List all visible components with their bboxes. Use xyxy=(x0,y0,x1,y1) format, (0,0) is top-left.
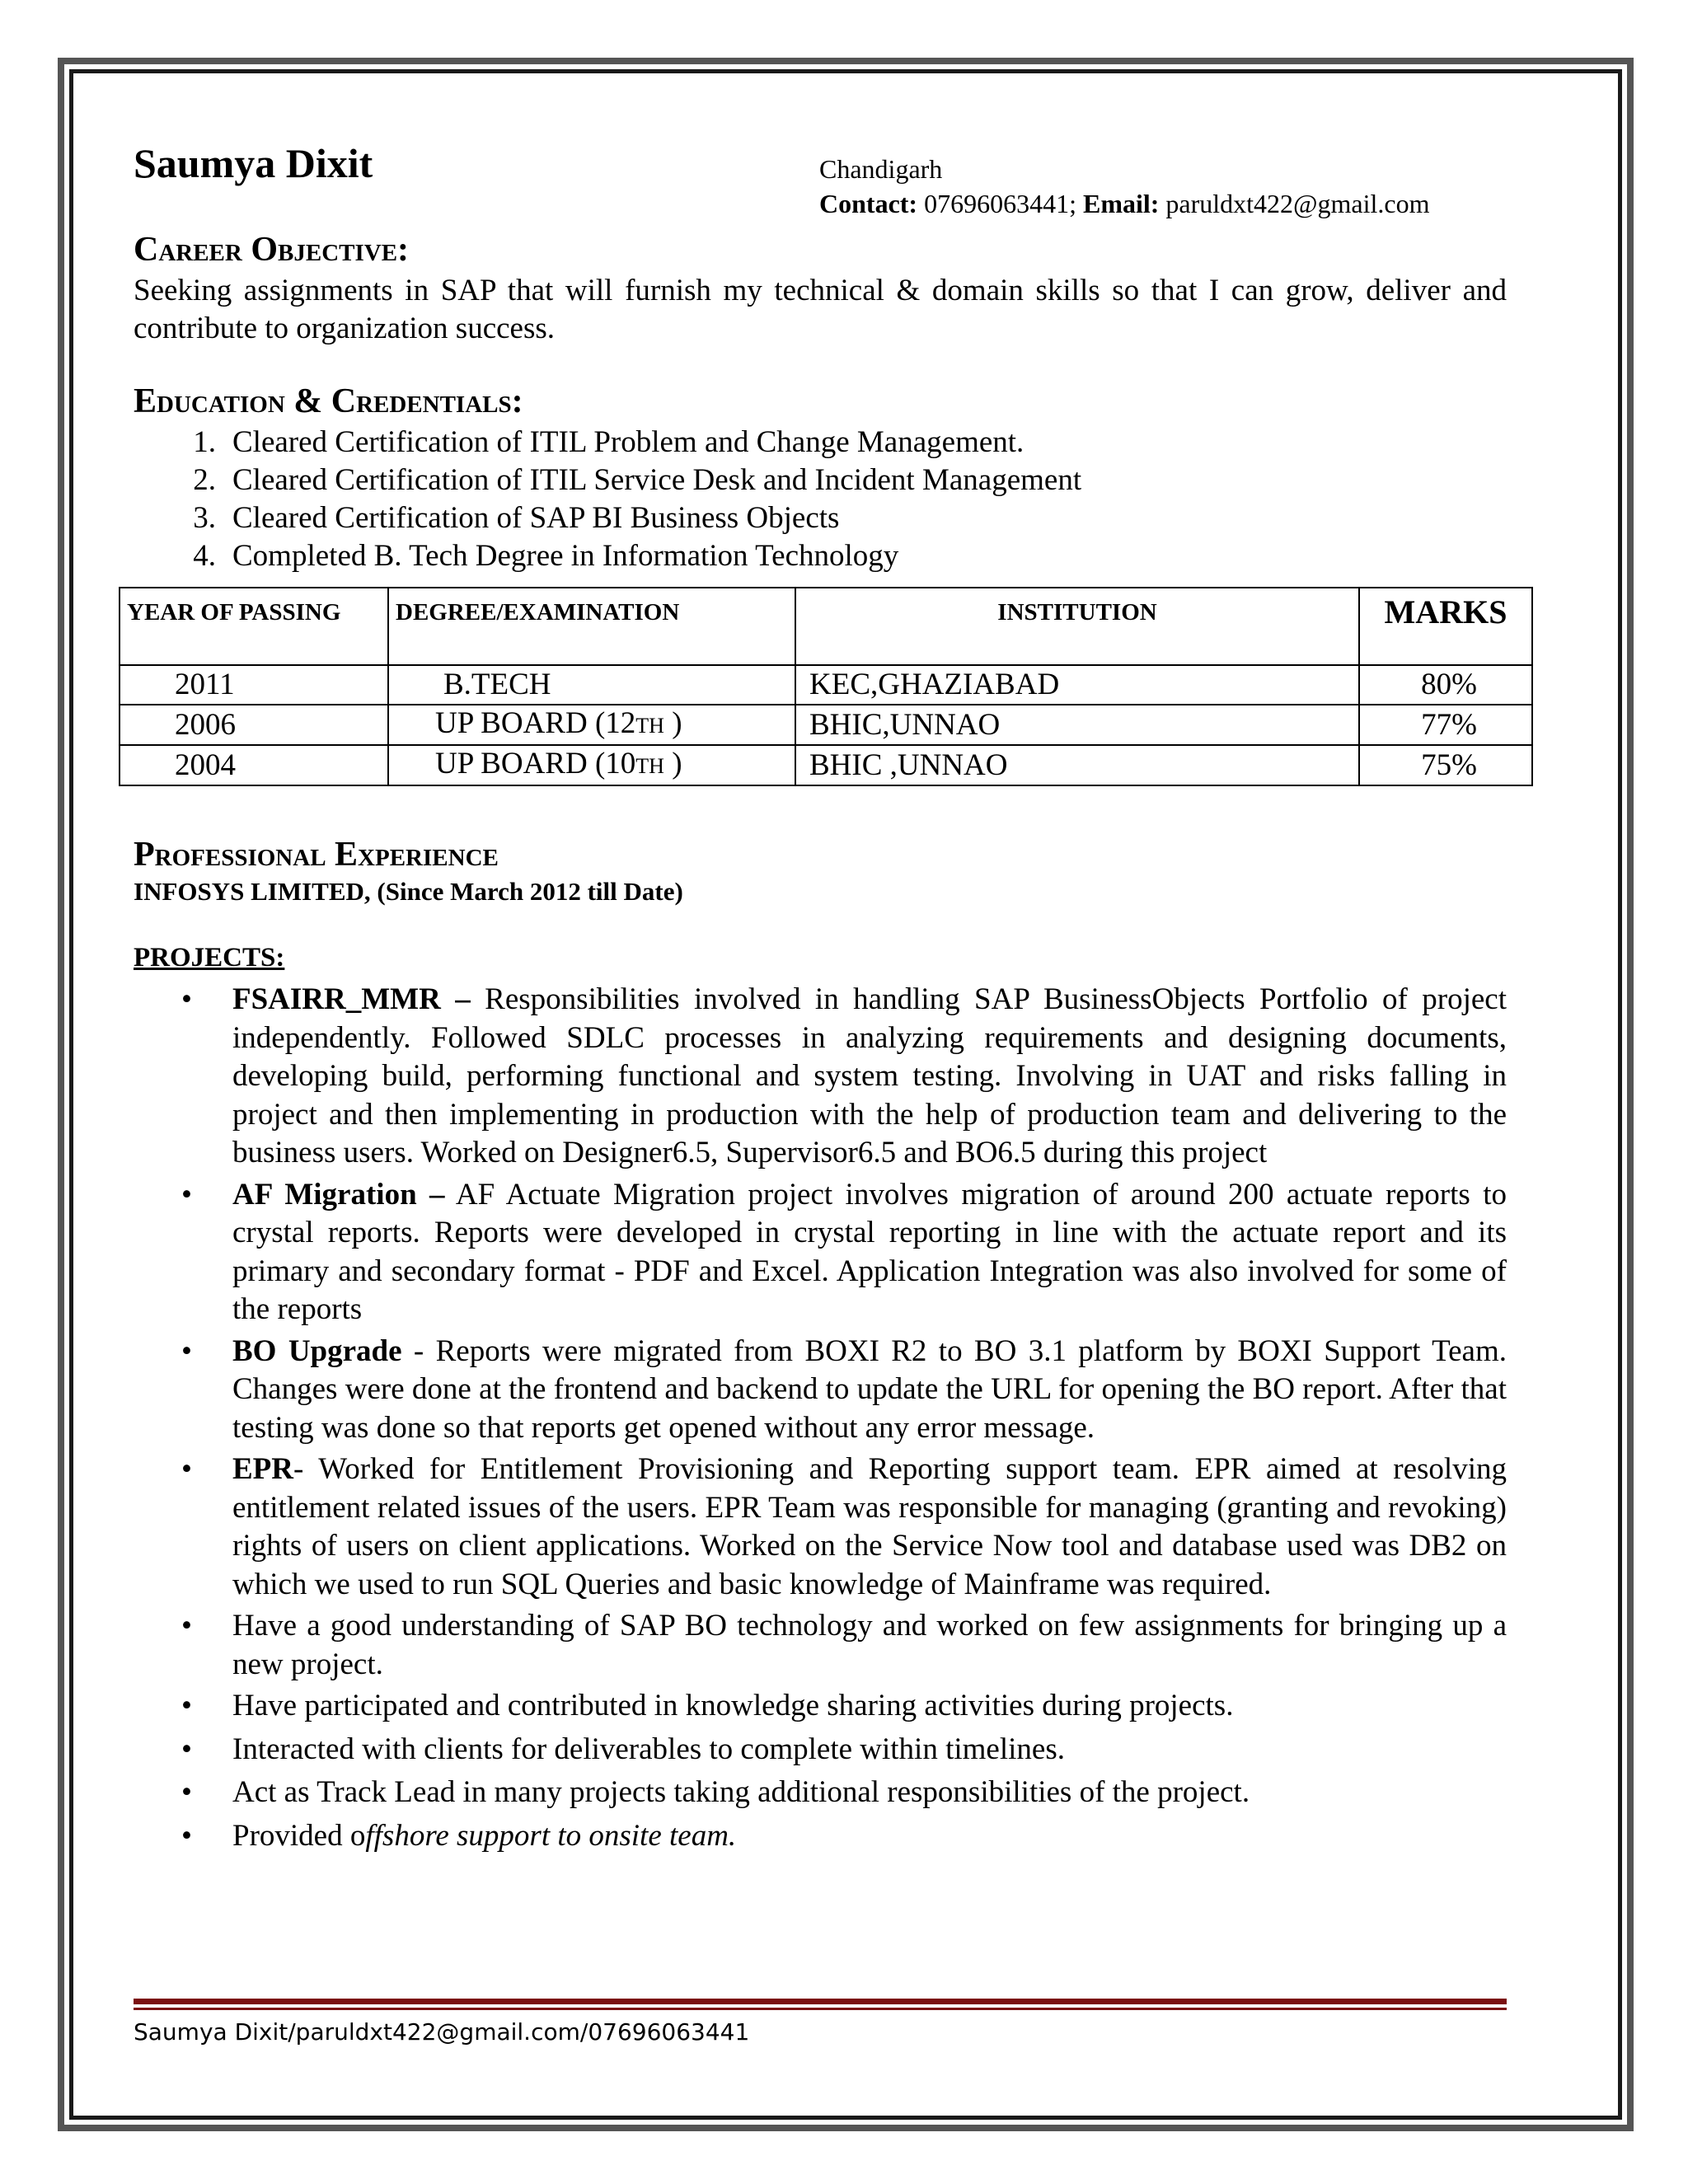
list-item: 1. Cleared Certification of ITIL Problem and Change Management. xyxy=(193,425,1025,459)
list-item: • BO Upgrade - Reports were migrated from BOXI R2 to BO 3.1 platform by BOXI Support Team. Changes were done at the frontend and backend to update the URL for opening the BO report. After that testing was done so that reports get opened without any error message. xyxy=(181,1333,1507,1445)
col-header-year: YEAR OF PASSING xyxy=(120,588,388,665)
footer-rule-thin xyxy=(134,2008,1507,2010)
contact-label: Contact: xyxy=(819,189,918,218)
contact-line xyxy=(819,188,1429,219)
list-item: 2. Cleared Certification of ITIL Service Desk and Incident Management xyxy=(193,463,1082,497)
footer-text: Saumya Dixit/paruldxt422@gmail.com/07696063441 xyxy=(134,2018,750,2046)
table-row: 2004 UP BOARD (10TH ) BHIC ,UNNAO 75% xyxy=(120,745,1532,785)
table-header-row xyxy=(120,588,1532,665)
col-header-degree: DEGREE/EXAMINATION xyxy=(388,588,795,665)
bullet-icon: • xyxy=(181,1689,192,1722)
bullet-icon: • xyxy=(181,982,192,1016)
list-item: • Interacted with clients for deliverables to complete within timelines. xyxy=(134,1731,1507,1769)
company-line: INFOSYS LIMITED, (Since March 2012 till Date) xyxy=(134,877,683,906)
career-objective-text: Seeking assignments in SAP that will furnish my technical & domain skills so that I can grow, deliver and contribute to organization success. xyxy=(134,274,1507,345)
contact-phone: 07696063441; xyxy=(917,189,1083,218)
list-item: • FSAIRR_MMR – Responsibilities involved in handling SAP BusinessObjects Portfolio of project independently. Followed SDLC processes in analyzing requirements and designing documents, developing build, performing functional and system testing. Involving in UAT and risks falling in project and then implementing in production with the help of production team and delivering to the business users. Worked on Designer6.5, Supervisor6.5 and BO6.5 during this project xyxy=(181,982,1507,1169)
education-table xyxy=(119,587,1533,786)
bullet-icon: • xyxy=(181,1775,192,1809)
list-item: • AF Migration – AF Actuate Migration project involves migration of around 200 actuate reports to crystal reports. Reports were developed in crystal reporting in line with the actuate report and its primary and secondary format - PDF and Excel. Application Integration was also involved for some of the reports xyxy=(181,1177,1507,1326)
bullet-icon: • xyxy=(181,1609,192,1643)
email-label: Email: xyxy=(1082,189,1160,218)
footer-rule xyxy=(134,1999,1507,2004)
career-objective-heading: Career Objective: xyxy=(134,231,410,269)
bullet-icon: • xyxy=(181,1177,192,1212)
candidate-name: Saumya Dixit xyxy=(134,140,373,186)
contact-email: paruldxt422@gmail.com xyxy=(1159,189,1430,218)
education-heading: Education & Credentials: xyxy=(134,382,523,420)
list-item: • Provided offshore support to onsite team. xyxy=(134,1817,1507,1856)
list-item: • Have participated and contributed in knowledge sharing activities during projects. xyxy=(134,1687,1507,1726)
experience-heading: Professional Experience xyxy=(134,836,499,874)
bullet-icon: • xyxy=(181,1452,192,1486)
list-item: • Have a good understanding of SAP BO technology and worked on few assignments for bringing up a new project. xyxy=(181,1609,1507,1681)
projects-heading: PROJECTS: xyxy=(134,943,285,972)
list-item: • Act as Track Lead in many projects taking additional responsibilities of the project. xyxy=(134,1774,1507,1812)
list-item: 3. Cleared Certification of SAP BI Business Objects xyxy=(193,501,840,535)
projects-list xyxy=(134,981,1507,1860)
table-row: 2011 B.TECH KEC,GHAZIABAD 80% xyxy=(120,665,1532,705)
col-header-marks: MARKS xyxy=(1359,588,1532,665)
bullet-icon: • xyxy=(181,1818,192,1853)
bullet-icon: • xyxy=(181,1333,192,1368)
table-row: 2006 UP BOARD (12TH ) BHIC,UNNAO 77% xyxy=(120,705,1532,745)
education-list xyxy=(134,424,1081,575)
bullet-icon: • xyxy=(181,1732,192,1766)
list-item: • EPR- Worked for Entitlement Provisioning and Reporting support team. EPR aimed at resolving entitlement related issues of the users. EPR Team was responsible for managing (granting and revoking) rights of users on client applications. Worked on the Service Now tool and database used was DB2 on which we used to run SQL Queries and basic knowledge of Mainframe was required. xyxy=(181,1452,1507,1601)
col-header-institution: INSTITUTION xyxy=(795,588,1359,665)
location: Chandigarh xyxy=(819,154,943,184)
list-item: 4. Completed B. Tech Degree in Information Technology xyxy=(193,539,899,573)
